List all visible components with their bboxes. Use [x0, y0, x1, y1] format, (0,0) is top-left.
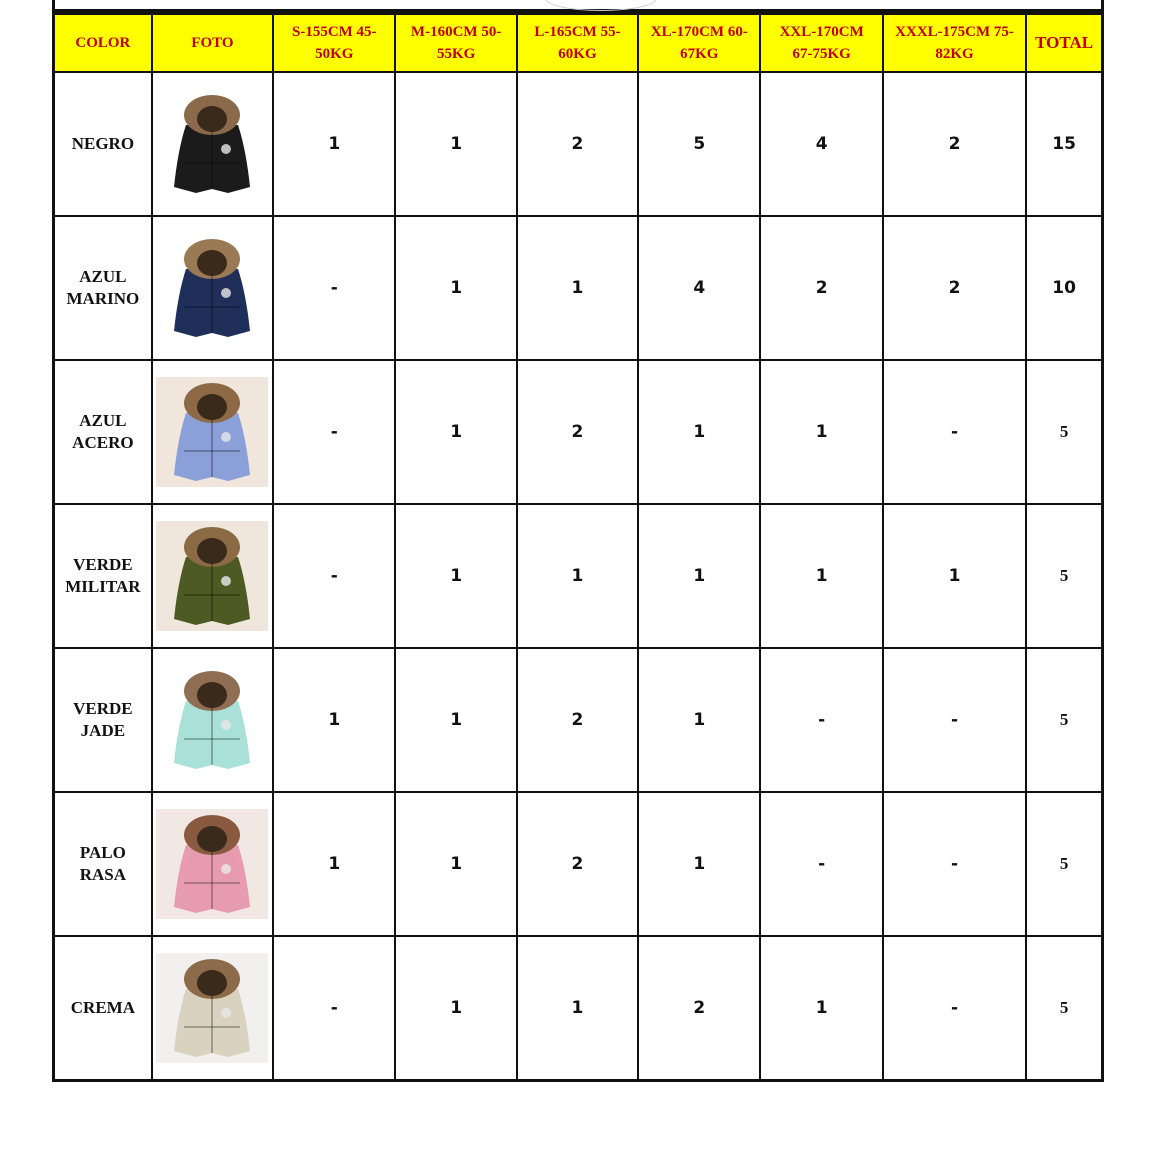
jade-parka-photo: [156, 665, 268, 775]
color-name-line2: MILITAR: [65, 576, 141, 596]
qty-cell-l: 2: [517, 360, 638, 504]
header-row: [54, 14, 1103, 73]
parka-hood-inner: [197, 106, 227, 132]
black-parka-photo: [156, 89, 268, 199]
qty-cell-m: 1: [395, 648, 516, 792]
qty-cell-xxl: 4: [760, 72, 882, 216]
qty-cell-xxxl: 2: [883, 216, 1026, 360]
color-name-cell: [54, 216, 152, 360]
qty-cell-s: -: [273, 936, 395, 1081]
qty-cell-s: -: [273, 360, 395, 504]
navy-parka-photo: [156, 233, 268, 343]
color-name-line2: MARINO: [66, 288, 140, 308]
qty-cell-xxxl: -: [883, 360, 1026, 504]
header-size-xxl-line2: 67-75KG: [792, 46, 851, 62]
qty-cell-xxl: 1: [760, 504, 882, 648]
header-size-l-line1: L-165CM 55-: [534, 24, 621, 40]
color-name-line2: JADE: [80, 720, 126, 740]
parka-badge: [221, 1008, 231, 1018]
total-cell: 15: [1026, 72, 1102, 216]
total-cell: 10: [1026, 216, 1102, 360]
color-name-line1: AZUL: [79, 266, 127, 286]
cream-parka-photo: [156, 953, 268, 1063]
color-name-line2: RASA: [79, 864, 127, 884]
header-color: COLOR: [54, 14, 152, 73]
header-total: TOTAL: [1026, 14, 1102, 73]
total-cell: 5: [1026, 648, 1102, 792]
table-row: [54, 648, 1103, 792]
header-size-xl: [638, 14, 760, 73]
parka-hood-inner: [197, 682, 227, 708]
parka-hood-inner: [197, 538, 227, 564]
color-name-line1: PALO: [79, 842, 126, 862]
pink-parka-photo: [156, 809, 268, 919]
qty-cell-xl: 1: [638, 360, 760, 504]
header-size-s-line2: 50KG: [315, 46, 354, 62]
header-size-s: [273, 14, 395, 73]
header-size-m-line1: M-160CM 50-: [410, 24, 502, 40]
qty-cell-xxl: -: [760, 648, 882, 792]
parka-hood-inner: [197, 826, 227, 852]
total-cell: 5: [1026, 936, 1102, 1081]
parka-badge: [221, 720, 231, 730]
photo-cell: [152, 216, 273, 360]
qty-cell-s: -: [273, 216, 395, 360]
qty-cell-xxl: 2: [760, 216, 882, 360]
header-size-xxxl-line1: XXXL-175CM 75-: [895, 24, 1014, 40]
qty-cell-s: 1: [273, 792, 395, 936]
qty-cell-xl: 1: [638, 648, 760, 792]
qty-cell-s: 1: [273, 72, 395, 216]
qty-cell-l: 2: [517, 648, 638, 792]
header-foto: FOTO: [152, 14, 273, 73]
parka-badge: [221, 432, 231, 442]
qty-cell-m: 1: [395, 936, 516, 1081]
photo-cell: [152, 72, 273, 216]
total-cell: 5: [1026, 360, 1102, 504]
qty-cell-s: 1: [273, 648, 395, 792]
photo-cell: [152, 792, 273, 936]
qty-cell-l: 2: [517, 792, 638, 936]
parka-badge: [221, 576, 231, 586]
parka-badge: [221, 288, 231, 298]
qty-cell-xxxl: 2: [883, 72, 1026, 216]
table-row: [54, 792, 1103, 936]
qty-cell-xxxl: -: [883, 792, 1026, 936]
color-name-line1: AZUL: [79, 410, 127, 430]
header-size-xxxl: [883, 14, 1026, 73]
table-row: [54, 936, 1103, 1081]
qty-cell-m: 1: [395, 504, 516, 648]
qty-cell-l: 1: [517, 504, 638, 648]
qty-cell-xl: 4: [638, 216, 760, 360]
header-size-s-line1: S-155CM 45-: [291, 24, 377, 40]
parka-badge: [221, 864, 231, 874]
color-name-line2: ACERO: [72, 432, 134, 452]
qty-cell-xxl: 1: [760, 360, 882, 504]
parka-hood-inner: [197, 250, 227, 276]
photo-cell: [152, 504, 273, 648]
color-name-cell: [54, 72, 152, 216]
color-name-cell: [54, 360, 152, 504]
table-header: [54, 14, 1103, 73]
qty-cell-xl: 5: [638, 72, 760, 216]
qty-cell-xl: 2: [638, 936, 760, 1081]
header-size-l-line2: 60KG: [558, 46, 597, 62]
inventory-table: [52, 12, 1104, 1082]
color-name-line1: NEGRO: [71, 133, 135, 153]
header-size-xxl: [760, 14, 882, 73]
qty-cell-l: 1: [517, 936, 638, 1081]
header-size-m: [395, 14, 516, 73]
total-cell: 5: [1026, 504, 1102, 648]
color-name-cell: [54, 936, 152, 1081]
color-name-cell: [54, 648, 152, 792]
table-body: [54, 72, 1103, 1081]
header-size-xl-line2: 67KG: [680, 46, 719, 62]
olive-parka-photo: [156, 521, 268, 631]
color-name-cell: [54, 792, 152, 936]
header-size-xxxl-line2: 82KG: [935, 46, 974, 62]
color-name-line1: VERDE: [73, 698, 133, 718]
parka-hood-inner: [197, 394, 227, 420]
qty-cell-xxxl: -: [883, 648, 1026, 792]
color-name-cell: [54, 504, 152, 648]
steel-blue-parka-photo: [156, 377, 268, 487]
header-size-xxl-line1: XXL-170CM: [779, 24, 864, 40]
qty-cell-m: 1: [395, 792, 516, 936]
photo-cell: [152, 936, 273, 1081]
qty-cell-xxl: -: [760, 792, 882, 936]
photo-cell: [152, 360, 273, 504]
qty-cell-m: 1: [395, 216, 516, 360]
qty-cell-l: 1: [517, 216, 638, 360]
qty-cell-l: 2: [517, 72, 638, 216]
qty-cell-xl: 1: [638, 504, 760, 648]
table-row: [54, 504, 1103, 648]
qty-cell-s: -: [273, 504, 395, 648]
table-row: [54, 72, 1103, 216]
color-name-line1: VERDE: [73, 554, 133, 574]
qty-cell-xxxl: 1: [883, 504, 1026, 648]
total-cell: 5: [1026, 792, 1102, 936]
header-size-m-line2: 55KG: [436, 46, 476, 62]
color-name-line1: CREMA: [70, 997, 135, 1017]
table-row: [54, 216, 1103, 360]
qty-cell-xxxl: -: [883, 936, 1026, 1081]
table-row: [54, 360, 1103, 504]
header-size-l: [517, 14, 638, 73]
qty-cell-xl: 1: [638, 792, 760, 936]
qty-cell-m: 1: [395, 72, 516, 216]
header-size-xl-line1: XL-170CM 60-: [650, 24, 748, 40]
qty-cell-xxl: 1: [760, 936, 882, 1081]
parka-hood-inner: [197, 970, 227, 996]
parka-badge: [221, 144, 231, 154]
qty-cell-m: 1: [395, 360, 516, 504]
photo-cell: [152, 648, 273, 792]
